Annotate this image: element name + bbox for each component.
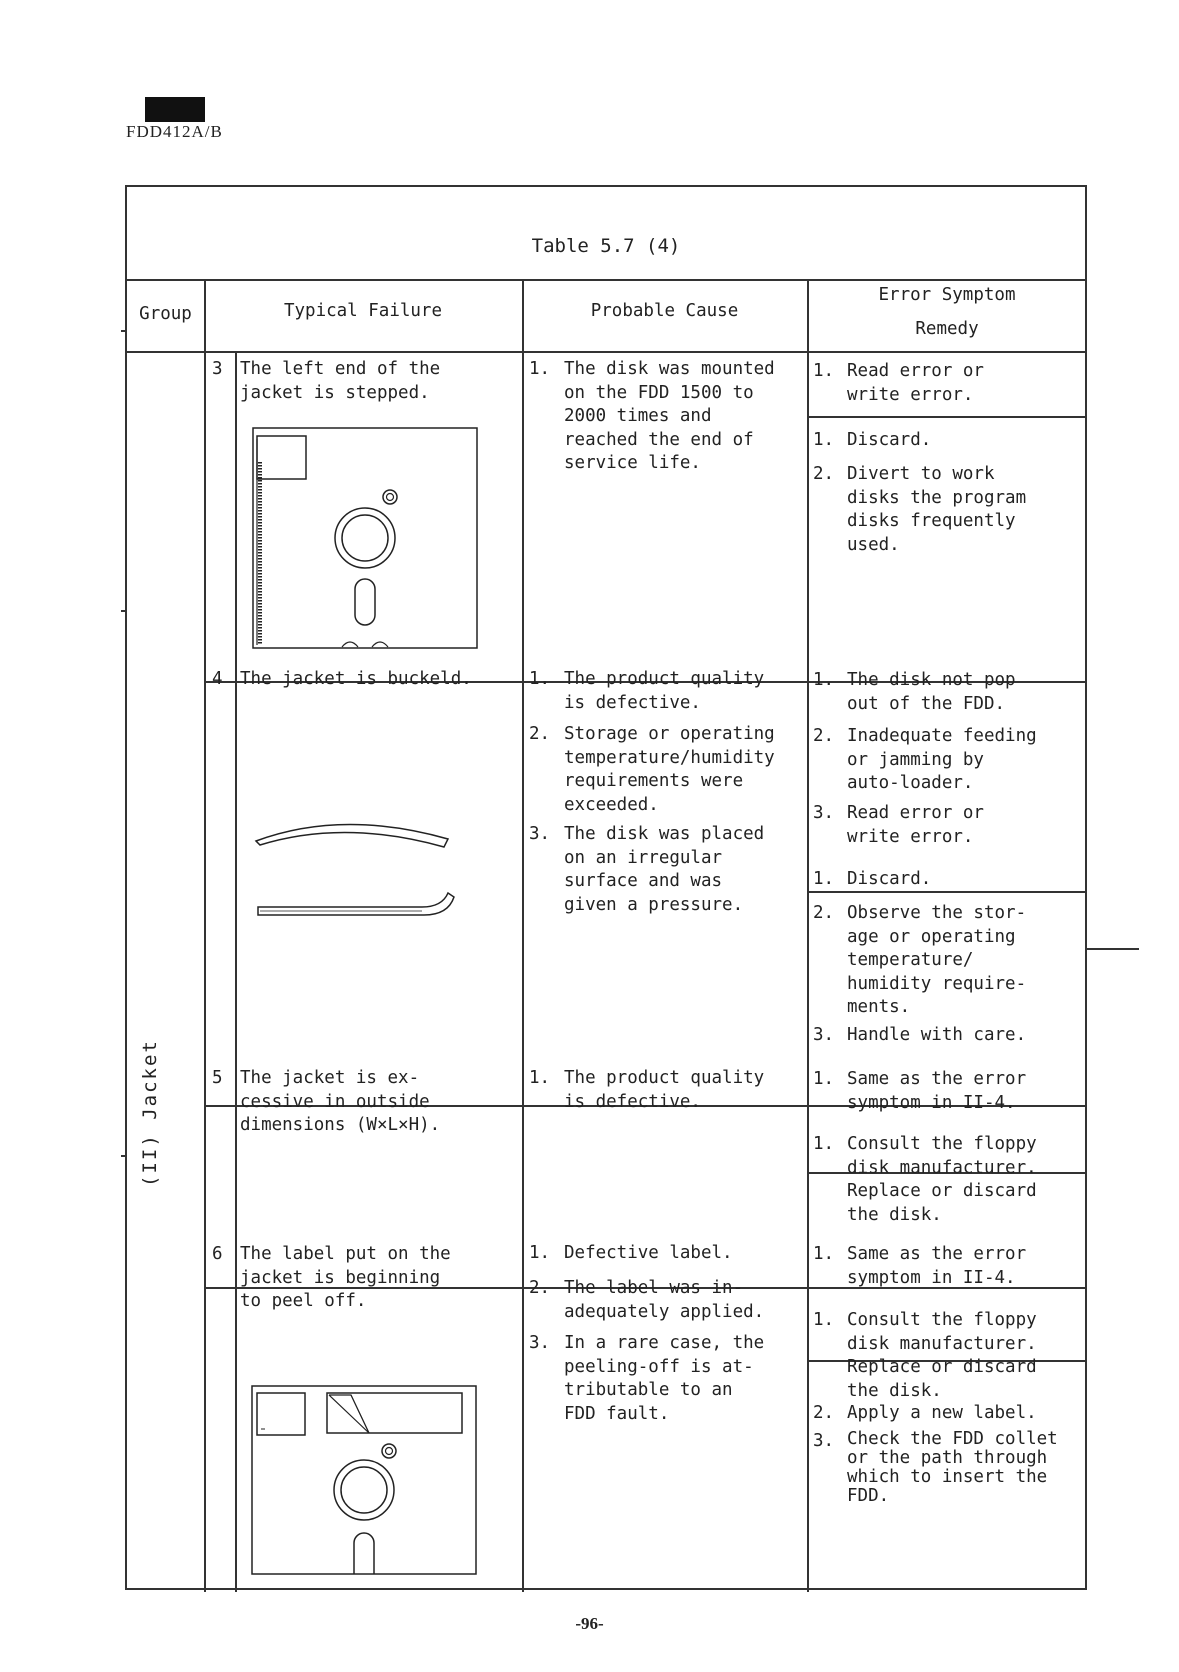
symptom-text: Same as the error symptom in II-4.: [847, 1244, 1027, 1288]
rule: [807, 279, 809, 1592]
cause-number: 3.: [529, 824, 551, 844]
row-number: 5: [212, 1068, 223, 1088]
symptom-number: 1.: [813, 361, 835, 381]
symptom-number: 1.: [813, 1069, 835, 1089]
cause-text: In a rare case, the peeling-off is at- tributable to an FDD fault.: [564, 1333, 765, 1424]
model-label: FDD412A/B: [126, 122, 223, 141]
symptom-number: 2.: [813, 726, 835, 746]
remedy-number: 2.: [813, 464, 835, 484]
remedy-number: 1.: [813, 869, 835, 889]
cause-text: The disk was mounted on the FDD 1500 to 2000 times and reached the end of service life.: [564, 359, 775, 473]
cause-text: The disk was placed on an irregular surface and was given a pressure.: [564, 824, 765, 915]
table-frame: [125, 185, 1087, 1590]
remedy-number: 1.: [813, 1310, 835, 1330]
failure-text: The left end of the jacket is stepped.: [240, 359, 441, 403]
cause-text: The label was in- adequately applied.: [564, 1278, 765, 1322]
symptom-text: Read error or write error.: [847, 803, 984, 847]
peeling-label-diagram: [251, 1385, 477, 1577]
remedy-number: 3.: [813, 1025, 835, 1045]
rule: [204, 279, 206, 1592]
header-remedy: Remedy: [915, 319, 979, 339]
stepped-jacket-diagram: [252, 427, 478, 649]
rule: [235, 351, 237, 1592]
row-number: 6: [212, 1244, 223, 1264]
black-tab-mark: [145, 97, 205, 122]
page-number: -96-: [575, 1614, 604, 1633]
row-number: 3: [212, 359, 223, 379]
rule: [127, 351, 1087, 353]
cause-text: Defective label.: [564, 1243, 733, 1263]
remedy-number: 1.: [813, 430, 835, 450]
cause-text: The product quality is defective.: [564, 1068, 765, 1112]
buckled-jacket-diagram: [252, 817, 472, 927]
margin-mark: [1087, 948, 1139, 950]
rule: [522, 279, 524, 1592]
table-title: Table 5.7 (4): [531, 235, 681, 257]
symptom-text: Same as the error symptom in II-4.: [847, 1069, 1027, 1113]
failure-text: The jacket is ex- cessive in outside dimensions (W×L×H).: [240, 1068, 441, 1135]
remedy-number: 2.: [813, 1403, 835, 1423]
remedy-text: Consult the floppy disk manufacturer. Replace or discard the disk.: [847, 1310, 1037, 1401]
header-group: Group: [139, 304, 192, 324]
remedy-text: Consult the floppy disk manufacturer. Replace or discard the disk.: [847, 1134, 1037, 1225]
symptom-text: Inadequate feeding or jamming by auto-loader.: [847, 726, 1037, 793]
header-typical-failure: Typical Failure: [283, 301, 443, 321]
remedy-number: 3.: [813, 1431, 835, 1451]
cause-number: 1.: [529, 1243, 551, 1263]
symptom-number: 3.: [813, 803, 835, 823]
group-label: (II) Jacket: [139, 1039, 161, 1187]
header-error-symptom: Error Symptom: [878, 285, 1016, 305]
remedy-text: Discard.: [847, 430, 932, 450]
symptom-text: The disk not pop out of the FDD.: [847, 670, 1016, 714]
remedy-number: 2.: [813, 903, 835, 923]
cause-text: The product quality is defective.: [564, 669, 765, 713]
rule: [807, 416, 1087, 418]
remedy-text: Divert to work disks the program disks frequently used.: [847, 464, 1027, 555]
remedy-text: Apply a new label.: [847, 1403, 1037, 1423]
cause-number: 3.: [529, 1333, 551, 1353]
cause-text: Storage or operating temperature/humidity requirements were exceeded.: [564, 724, 775, 815]
symptom-text: Read error or write error.: [847, 361, 984, 405]
failure-text: The jacket is buckeld.: [240, 669, 472, 689]
cause-number: 1.: [529, 1068, 551, 1088]
symptom-number: 1.: [813, 1244, 835, 1264]
header-probable-cause: Probable Cause: [590, 301, 739, 321]
cause-number: 1.: [529, 669, 551, 689]
cause-number: 2.: [529, 1278, 551, 1298]
row-number: 4: [212, 669, 223, 689]
remedy-text: Observe the stor- age or operating temperature/ humidity require- ments.: [847, 903, 1027, 1017]
remedy-text: Discard.: [847, 869, 932, 889]
remedy-text: Check the FDD collet or the path through which to insert the FDD.: [847, 1429, 1058, 1506]
remedy-text: Handle with care.: [847, 1025, 1027, 1045]
cause-number: 2.: [529, 724, 551, 744]
rule: [127, 279, 1087, 281]
symptom-number: 1.: [813, 670, 835, 690]
cause-number: 1.: [529, 359, 551, 379]
failure-text: The label put on the jacket is beginning to peel off.: [240, 1244, 451, 1311]
remedy-number: 1.: [813, 1134, 835, 1154]
